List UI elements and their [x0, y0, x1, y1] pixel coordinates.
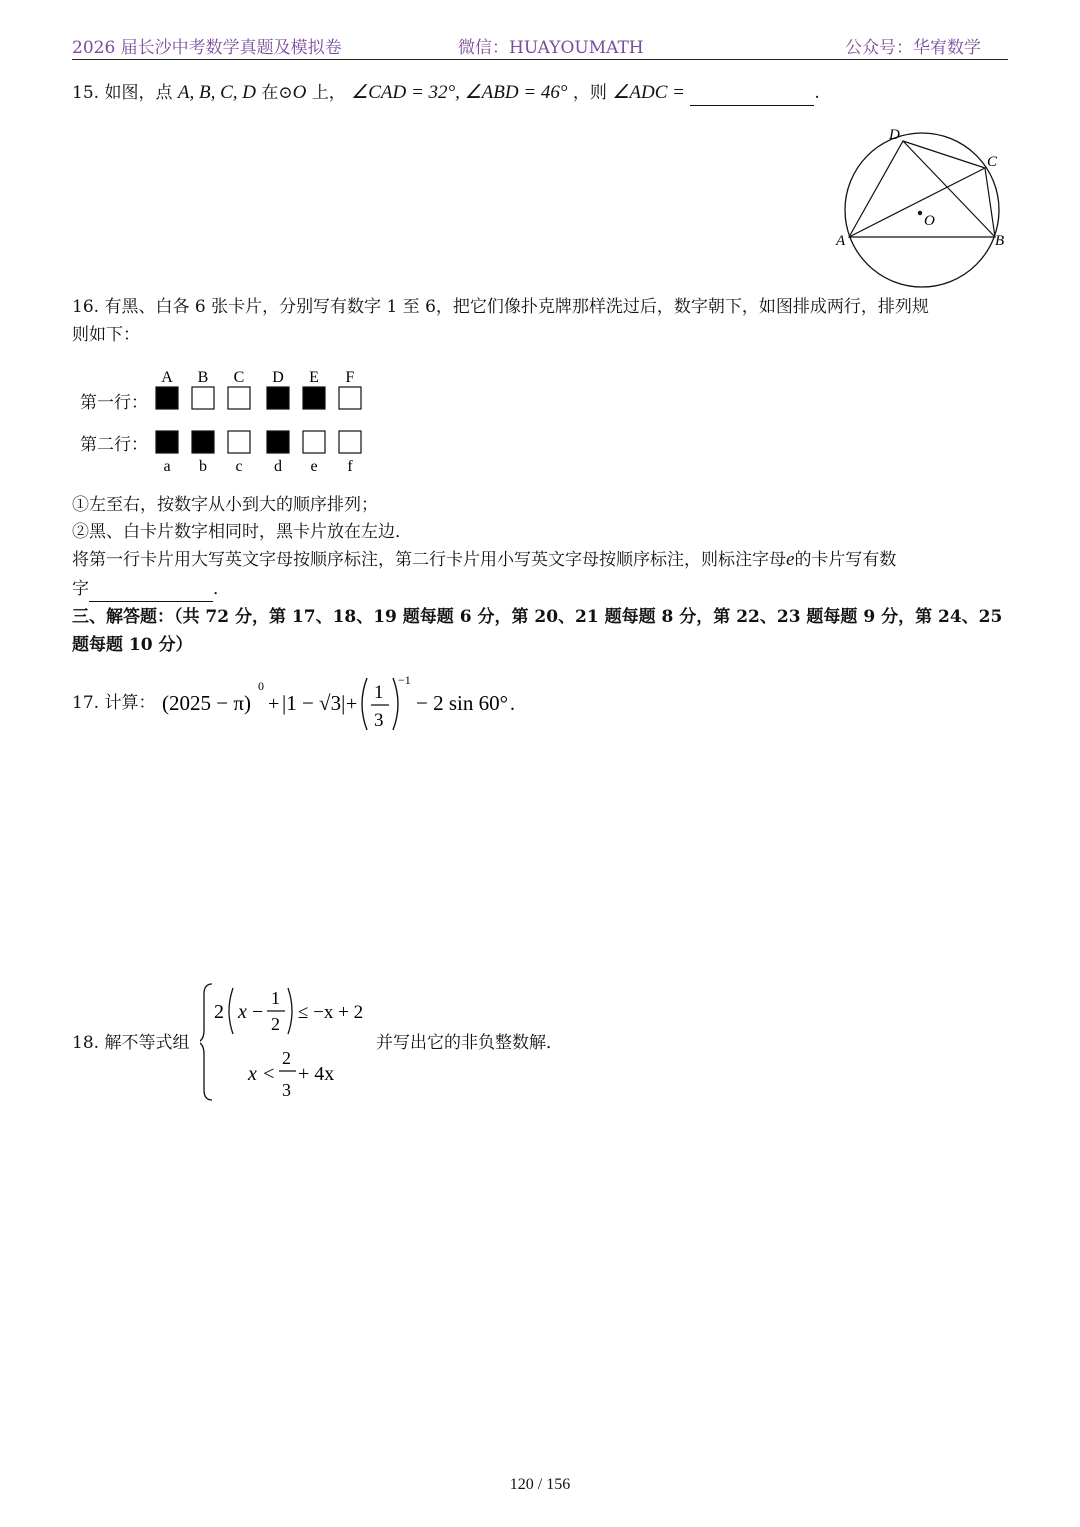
- q18-var-x: x: [238, 1001, 247, 1023]
- card-row1-white: [192, 387, 214, 409]
- card-row1-black: [303, 387, 325, 409]
- q18-brace: [200, 984, 212, 1100]
- q16-line3: [72, 547, 896, 573]
- q17-term4: − 2 sin 60°: [416, 691, 508, 715]
- q17-plus1: +: [268, 693, 280, 715]
- segment-ac: [849, 168, 985, 237]
- center-point: [918, 211, 922, 215]
- card-letter-upper: F: [345, 369, 355, 386]
- header-divider: [72, 59, 1008, 60]
- q17-exp-neg1: −1: [398, 673, 411, 687]
- header-title: 2026 届长沙中考数学真题及模拟卷: [72, 38, 342, 58]
- label-d: D: [889, 127, 900, 143]
- q15-text: ，则: [572, 83, 607, 103]
- card-letter-lower: d: [274, 458, 282, 475]
- card-letter-upper: D: [272, 369, 284, 386]
- q16-rule1: ①左至右，按数字从小到大的顺序排列；: [72, 495, 378, 515]
- q16-line4-text: 字: [72, 579, 89, 599]
- q15-text: 上，: [311, 83, 346, 103]
- q16-line4-end: ．: [213, 579, 230, 599]
- card-row1-white: [339, 387, 361, 409]
- q15-condition: ∠CAD = 32°, ∠ABD = 46°: [351, 82, 568, 103]
- label-a: A: [836, 233, 846, 249]
- section3-line2: 题每题 10 分）: [72, 635, 193, 655]
- q18-num1: 1: [271, 988, 280, 1008]
- label-b: B: [995, 233, 1005, 249]
- q18-num2: 2: [282, 1048, 291, 1068]
- q17-exp0: 0: [258, 679, 264, 693]
- q15-text: 在⊙: [261, 83, 293, 103]
- section3-line1: 三、解答题：（共 72 分，第 17、18、19 题每题 6 分，第 20、21 题每题 8 分，第 22、23 题每题 9 分，第 24、25: [72, 607, 1003, 627]
- q17-plus2: +: [346, 693, 358, 715]
- q16-line4: [72, 576, 230, 602]
- card-letter-upper: C: [233, 369, 245, 386]
- card-row2-black: [267, 431, 289, 453]
- card-letter-lower: e: [310, 458, 318, 475]
- q18-den2: 3: [282, 1080, 291, 1100]
- q17-frac-num: 1: [374, 682, 384, 703]
- q18-rparen: [288, 988, 292, 1034]
- q18-lparen: [229, 988, 233, 1034]
- card-letter-lower: a: [163, 458, 171, 475]
- card-letter-lower: f: [347, 458, 353, 475]
- q15-circle: O: [292, 82, 307, 103]
- q16-line3-text: 将第一行卡片用大写英文字母按顺序标注，第二行卡片用小写英文字母按顺序标注，则标注字母: [72, 550, 786, 570]
- q15-ask: ∠ADC =: [612, 82, 685, 103]
- header-wechat: 微信：HUAYOUMATH: [458, 38, 644, 58]
- q17-term1: (2025 − π): [162, 691, 251, 715]
- circle-figure: [832, 122, 1012, 292]
- question-15: [72, 80, 820, 106]
- q15-points: A, B, C, D: [177, 82, 256, 103]
- q18-rhs2: + 4x: [298, 1063, 335, 1085]
- q16-letter-e: e: [786, 549, 795, 570]
- card-letter-upper: B: [197, 369, 209, 386]
- q18-suffix: 并写出它的非负整数解．: [376, 1033, 563, 1053]
- row1-label: 第一行：: [80, 393, 148, 413]
- page-number: 120 / 156: [509, 1476, 571, 1493]
- card-row1-white: [228, 387, 250, 409]
- q17-expression: [160, 668, 530, 740]
- q17-end: .: [510, 693, 515, 715]
- card-row2-white: [303, 431, 325, 453]
- q18-coef: 2: [214, 1001, 224, 1023]
- card-letter-upper: A: [161, 369, 173, 386]
- q16-answer-blank[interactable]: [89, 601, 213, 602]
- q16-line2: 则如下：: [72, 325, 140, 345]
- circle-o: [845, 133, 999, 287]
- q18-prefix: 18. 解不等式组: [72, 1033, 190, 1053]
- card-row2-white: [228, 431, 250, 453]
- card-letter-lower: b: [199, 458, 207, 475]
- q15-answer-blank[interactable]: [690, 105, 814, 106]
- q15-end: .: [814, 83, 820, 103]
- segment-bd: [903, 141, 995, 237]
- card-letter-upper: E: [309, 369, 319, 386]
- card-row1-black: [156, 387, 178, 409]
- row2-label: 第二行：: [80, 435, 148, 455]
- q17-frac-den: 3: [374, 710, 384, 731]
- q18-den1: 2: [271, 1014, 280, 1034]
- q16-line1: 16. 有黑、白各 6 张卡片，分别写有数字 1 至 6，把它们像扑克牌那样洗过后，数字朝下，如图排成两行，排列规: [72, 297, 929, 317]
- quadrilateral-abcd: [849, 141, 995, 237]
- q18-rhs1: ≤ −x + 2: [298, 1002, 364, 1023]
- q17-left-paren: [362, 678, 367, 730]
- q18-system: [200, 980, 380, 1104]
- header-account: 公众号：华宥数学: [845, 38, 981, 58]
- label-o: O: [924, 213, 935, 229]
- q17-prefix: 17. 计算：: [72, 693, 156, 713]
- card-row2-white: [339, 431, 361, 453]
- label-c: C: [987, 154, 998, 170]
- q17-abs: |1 − √3|: [282, 691, 346, 715]
- cards-figure: [150, 364, 380, 480]
- q15-text: 如图，点: [104, 83, 173, 103]
- card-row1-black: [267, 387, 289, 409]
- q15-number: 15.: [72, 83, 100, 103]
- card-row2-black: [156, 431, 178, 453]
- q16-rule2: ②黑、白卡片数字相同时，黑卡片放在左边．: [72, 522, 412, 542]
- card-letter-lower: c: [235, 458, 243, 475]
- q18-lhs2: x <: [248, 1063, 276, 1085]
- card-row2-black: [192, 431, 214, 453]
- q16-line3-text: 的卡片写有数: [794, 550, 897, 570]
- q18-minus: −: [252, 1001, 264, 1023]
